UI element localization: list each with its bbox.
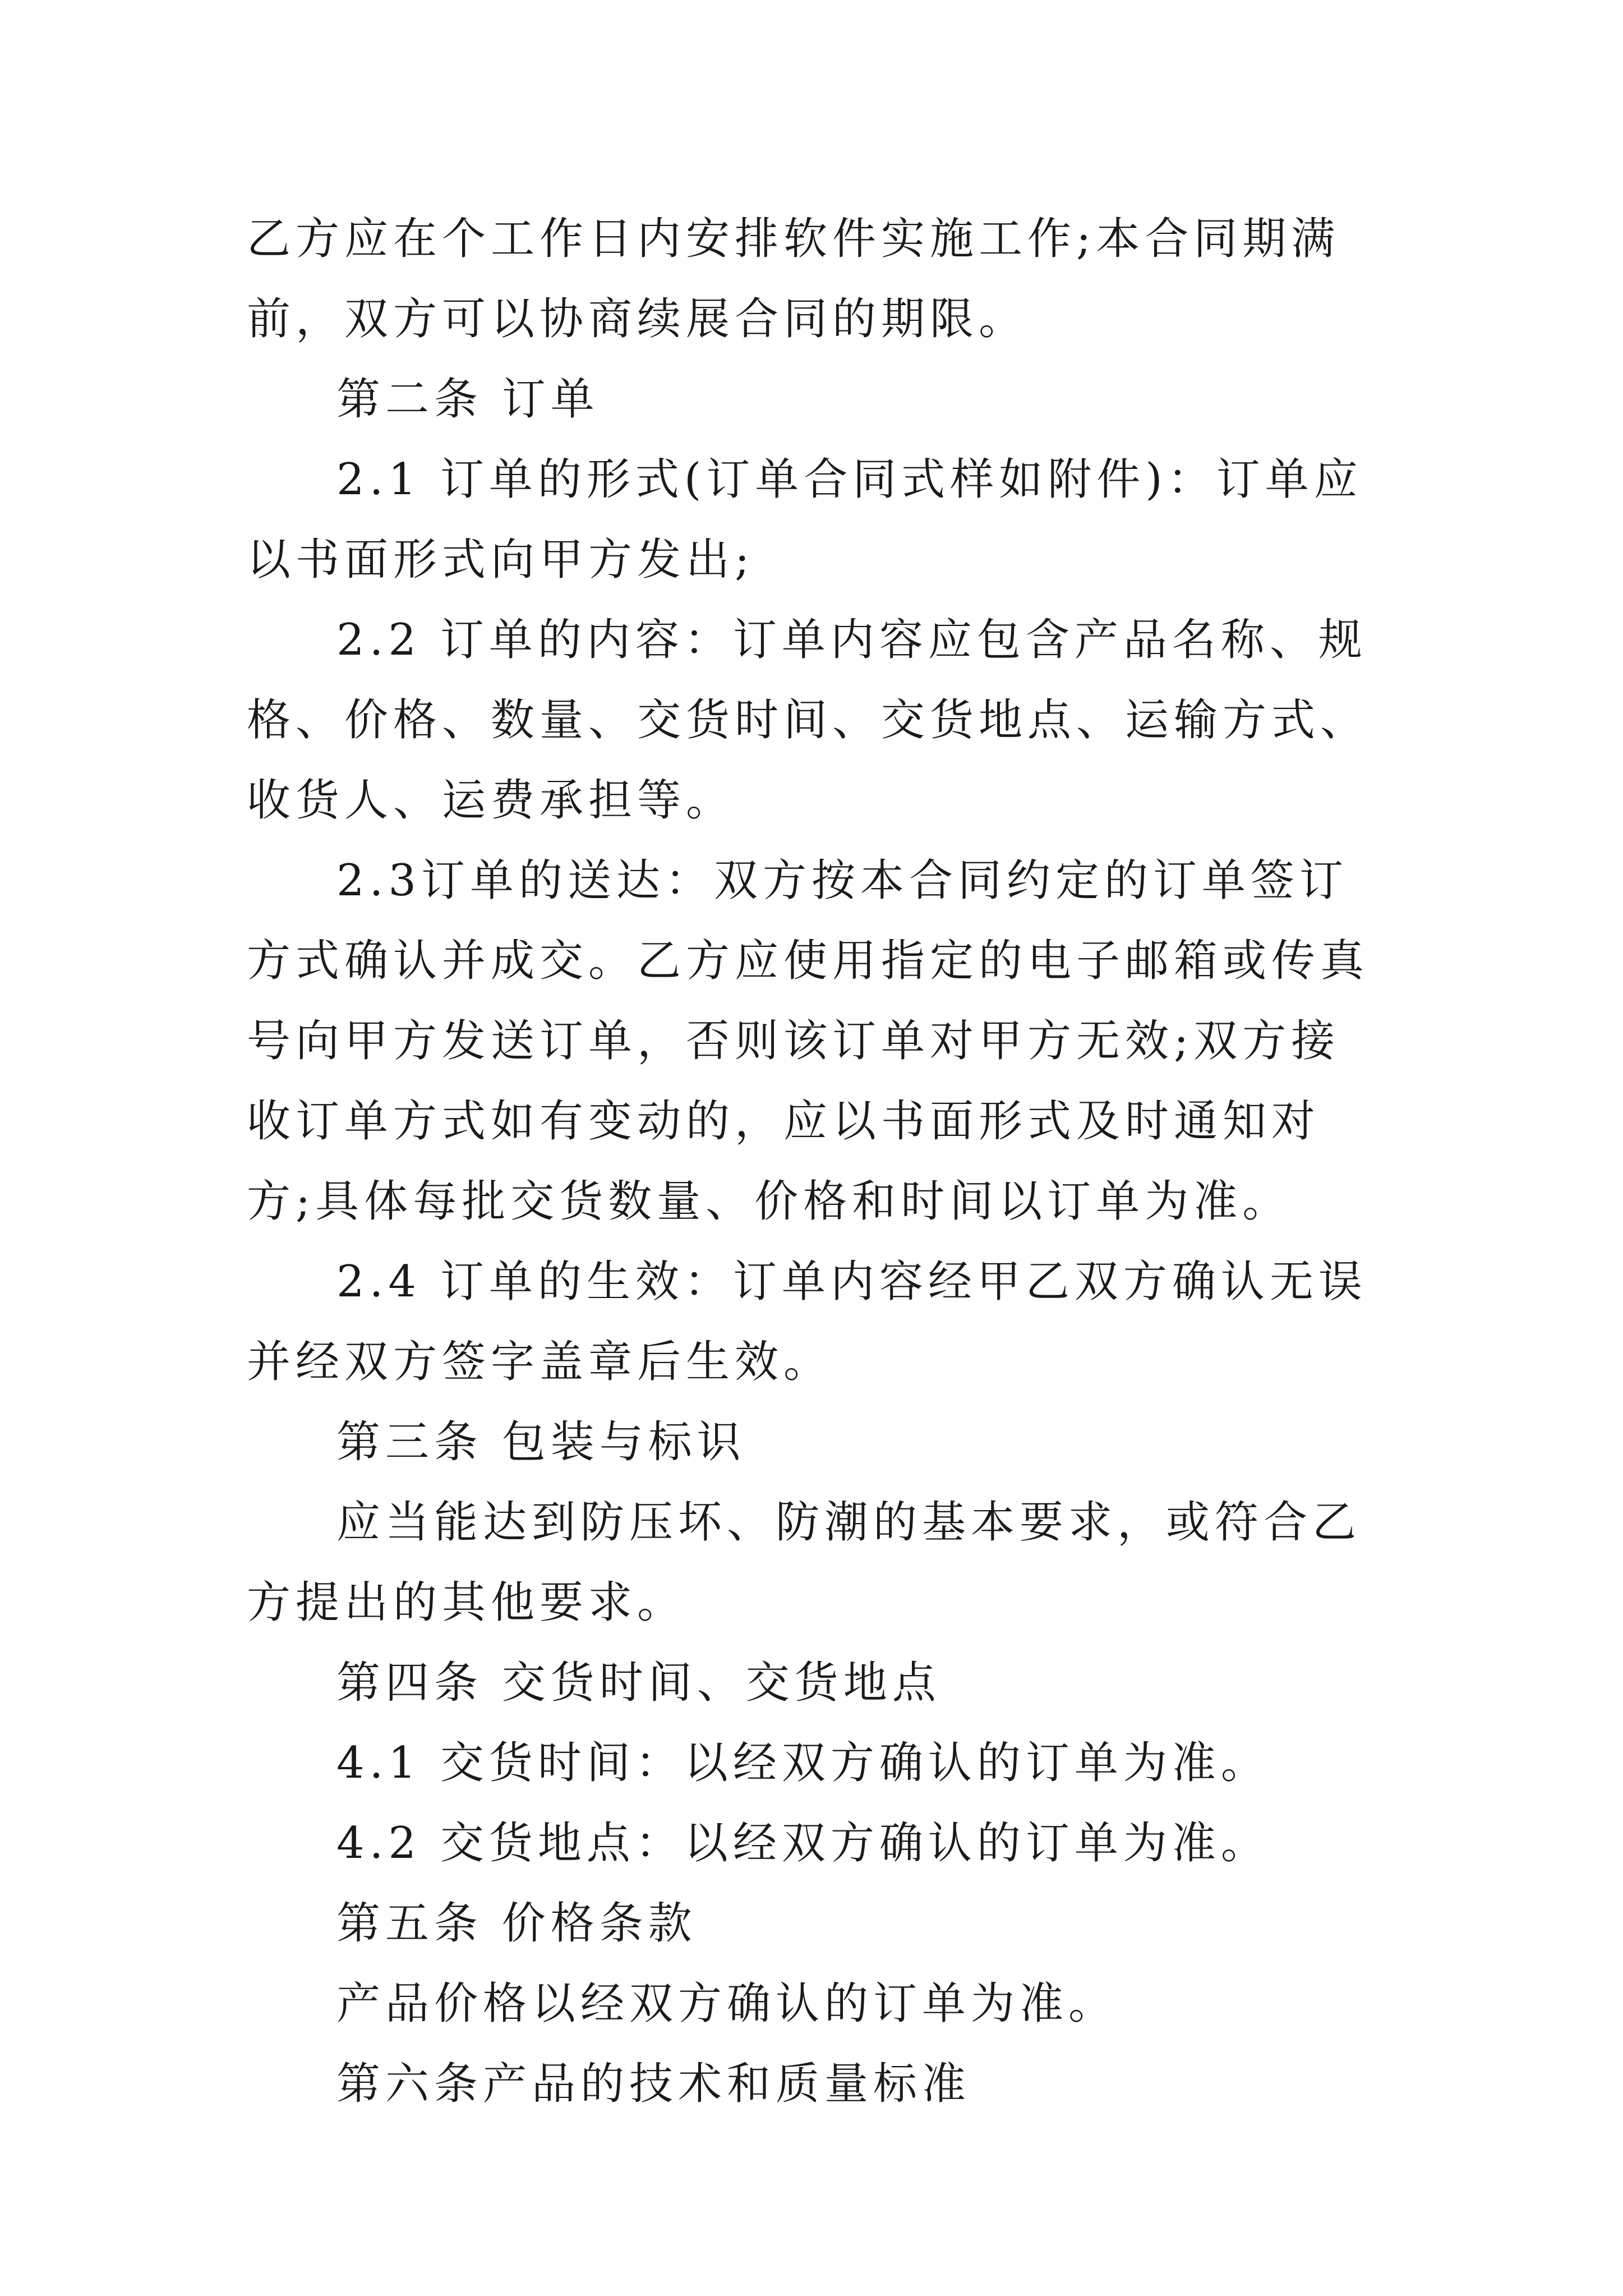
clause-2-4: 2.4 订单的生效：订单内容经甲乙双方确认无误并经双方签字盖章后生效。 (247, 1257, 1367, 1387)
document-body (247, 199, 1385, 2124)
paragraph-term-continuation: 乙方应在个工作日内安排软件实施工作;本合同期满前，双方可以协商续展合同的期限。 (247, 214, 1340, 344)
article-6-heading: 第六条产品的技术和质量标准 (336, 2059, 971, 2109)
article-3-body: 应当能达到防压坏、防潮的基本要求，或符合乙方提出的其他要求。 (247, 1497, 1362, 1628)
clause-2-1: 2.1 订单的形式(订单合同式样如附件)：订单应以书面形式向甲方发出; (247, 454, 1363, 585)
article-4-heading: 第四条 交货时间、交货地点 (336, 1658, 941, 1708)
clause-2-2: 2.2 订单的内容：订单内容应包含产品名称、规格、价格、数量、交货时间、交货地点、运输方式、收货人、运费承担等。 (247, 615, 1370, 826)
clause-4-1: 4.1 交货时间：以经双方确认的订单为准。 (336, 1738, 1270, 1788)
clause-2-3: 2.3订单的送达：双方按本合同约定的订单签订方式确认并成交。乙方应使用指定的电子邮箱或传真号向甲方发送订单，否则该订单对甲方无效;双方接收订单方式如有变动的，应以书面形式及时通知对方;具体每批交货数量、价格和时间以订单为准。 (247, 855, 1370, 1227)
article-5-body: 产品价格以经双方确认的订单为准。 (336, 1978, 1118, 2029)
article-2-heading: 第二条 订单 (336, 374, 600, 425)
article-3-heading: 第三条 包装与标识 (336, 1417, 746, 1467)
clause-4-2: 4.2 交货地点：以经双方确认的订单为准。 (336, 1818, 1270, 1869)
article-5-heading: 第五条 价格条款 (336, 1898, 697, 1949)
